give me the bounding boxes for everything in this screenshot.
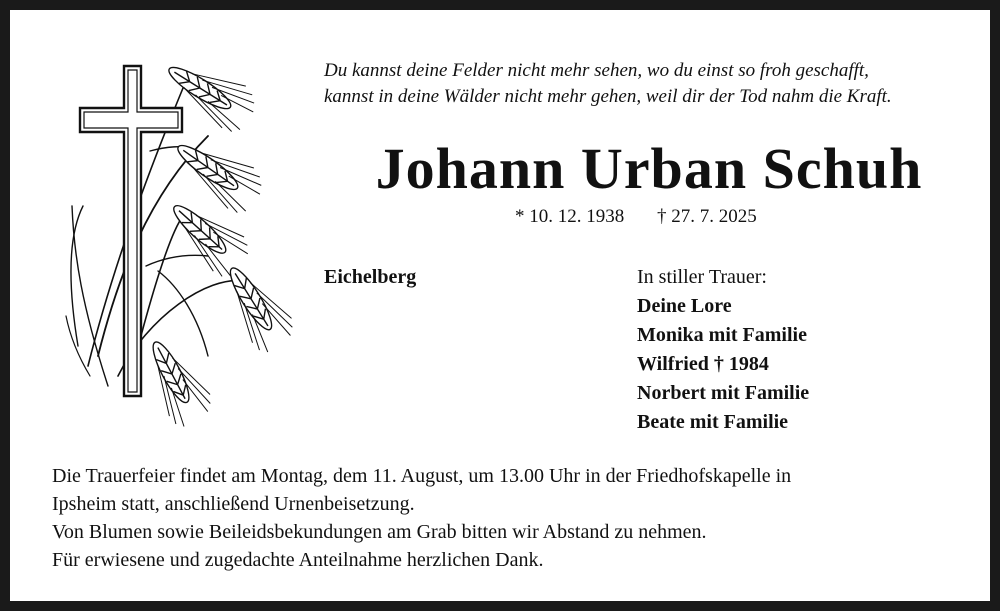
verse-line: Du kannst deine Felder nicht mehr sehen, wo du einst so froh geschafft,	[324, 60, 869, 81]
death-date: † 27. 7. 2025	[657, 206, 757, 227]
birth-date: * 10. 12. 1938	[515, 206, 625, 227]
mourner-name: Norbert mit Familie	[637, 382, 810, 404]
cross-with-wheat-icon	[58, 56, 294, 428]
mourner-name: Wilfried † 1984	[637, 353, 769, 375]
memorial-verse	[324, 58, 974, 110]
mourners-intro: In stiller Trauer:	[637, 266, 767, 288]
mourner-name: Monika mit Familie	[637, 324, 807, 346]
footer-line: Von Blumen sowie Beileidsbekundungen am Grab bitten wir Abstand zu nehmen.	[52, 521, 707, 543]
mourners-list	[637, 263, 809, 437]
verse-line: kannst in deine Wälder nicht mehr gehen, weil dir der Tod nahm die Kraft.	[324, 86, 892, 107]
mourner-name: Deine Lore	[637, 295, 732, 317]
footer-line: Die Trauerfeier findet am Montag, dem 11. August, um 13.00 Uhr in der Friedhofskapelle in	[52, 465, 792, 487]
footer-line: Für erwiesene und zugedachte Anteilnahme herzlichen Dank.	[52, 549, 544, 571]
mourner-name: Beate mit Familie	[637, 411, 789, 433]
life-dates	[515, 204, 757, 230]
obituary-notice	[10, 10, 990, 601]
place-name: Eichelberg	[324, 266, 417, 288]
funeral-information	[52, 462, 982, 574]
footer-line: Ipsheim statt, anschließend Urnenbeisetzung.	[52, 493, 415, 515]
deceased-name: Johann Urban Schuh	[375, 136, 923, 201]
